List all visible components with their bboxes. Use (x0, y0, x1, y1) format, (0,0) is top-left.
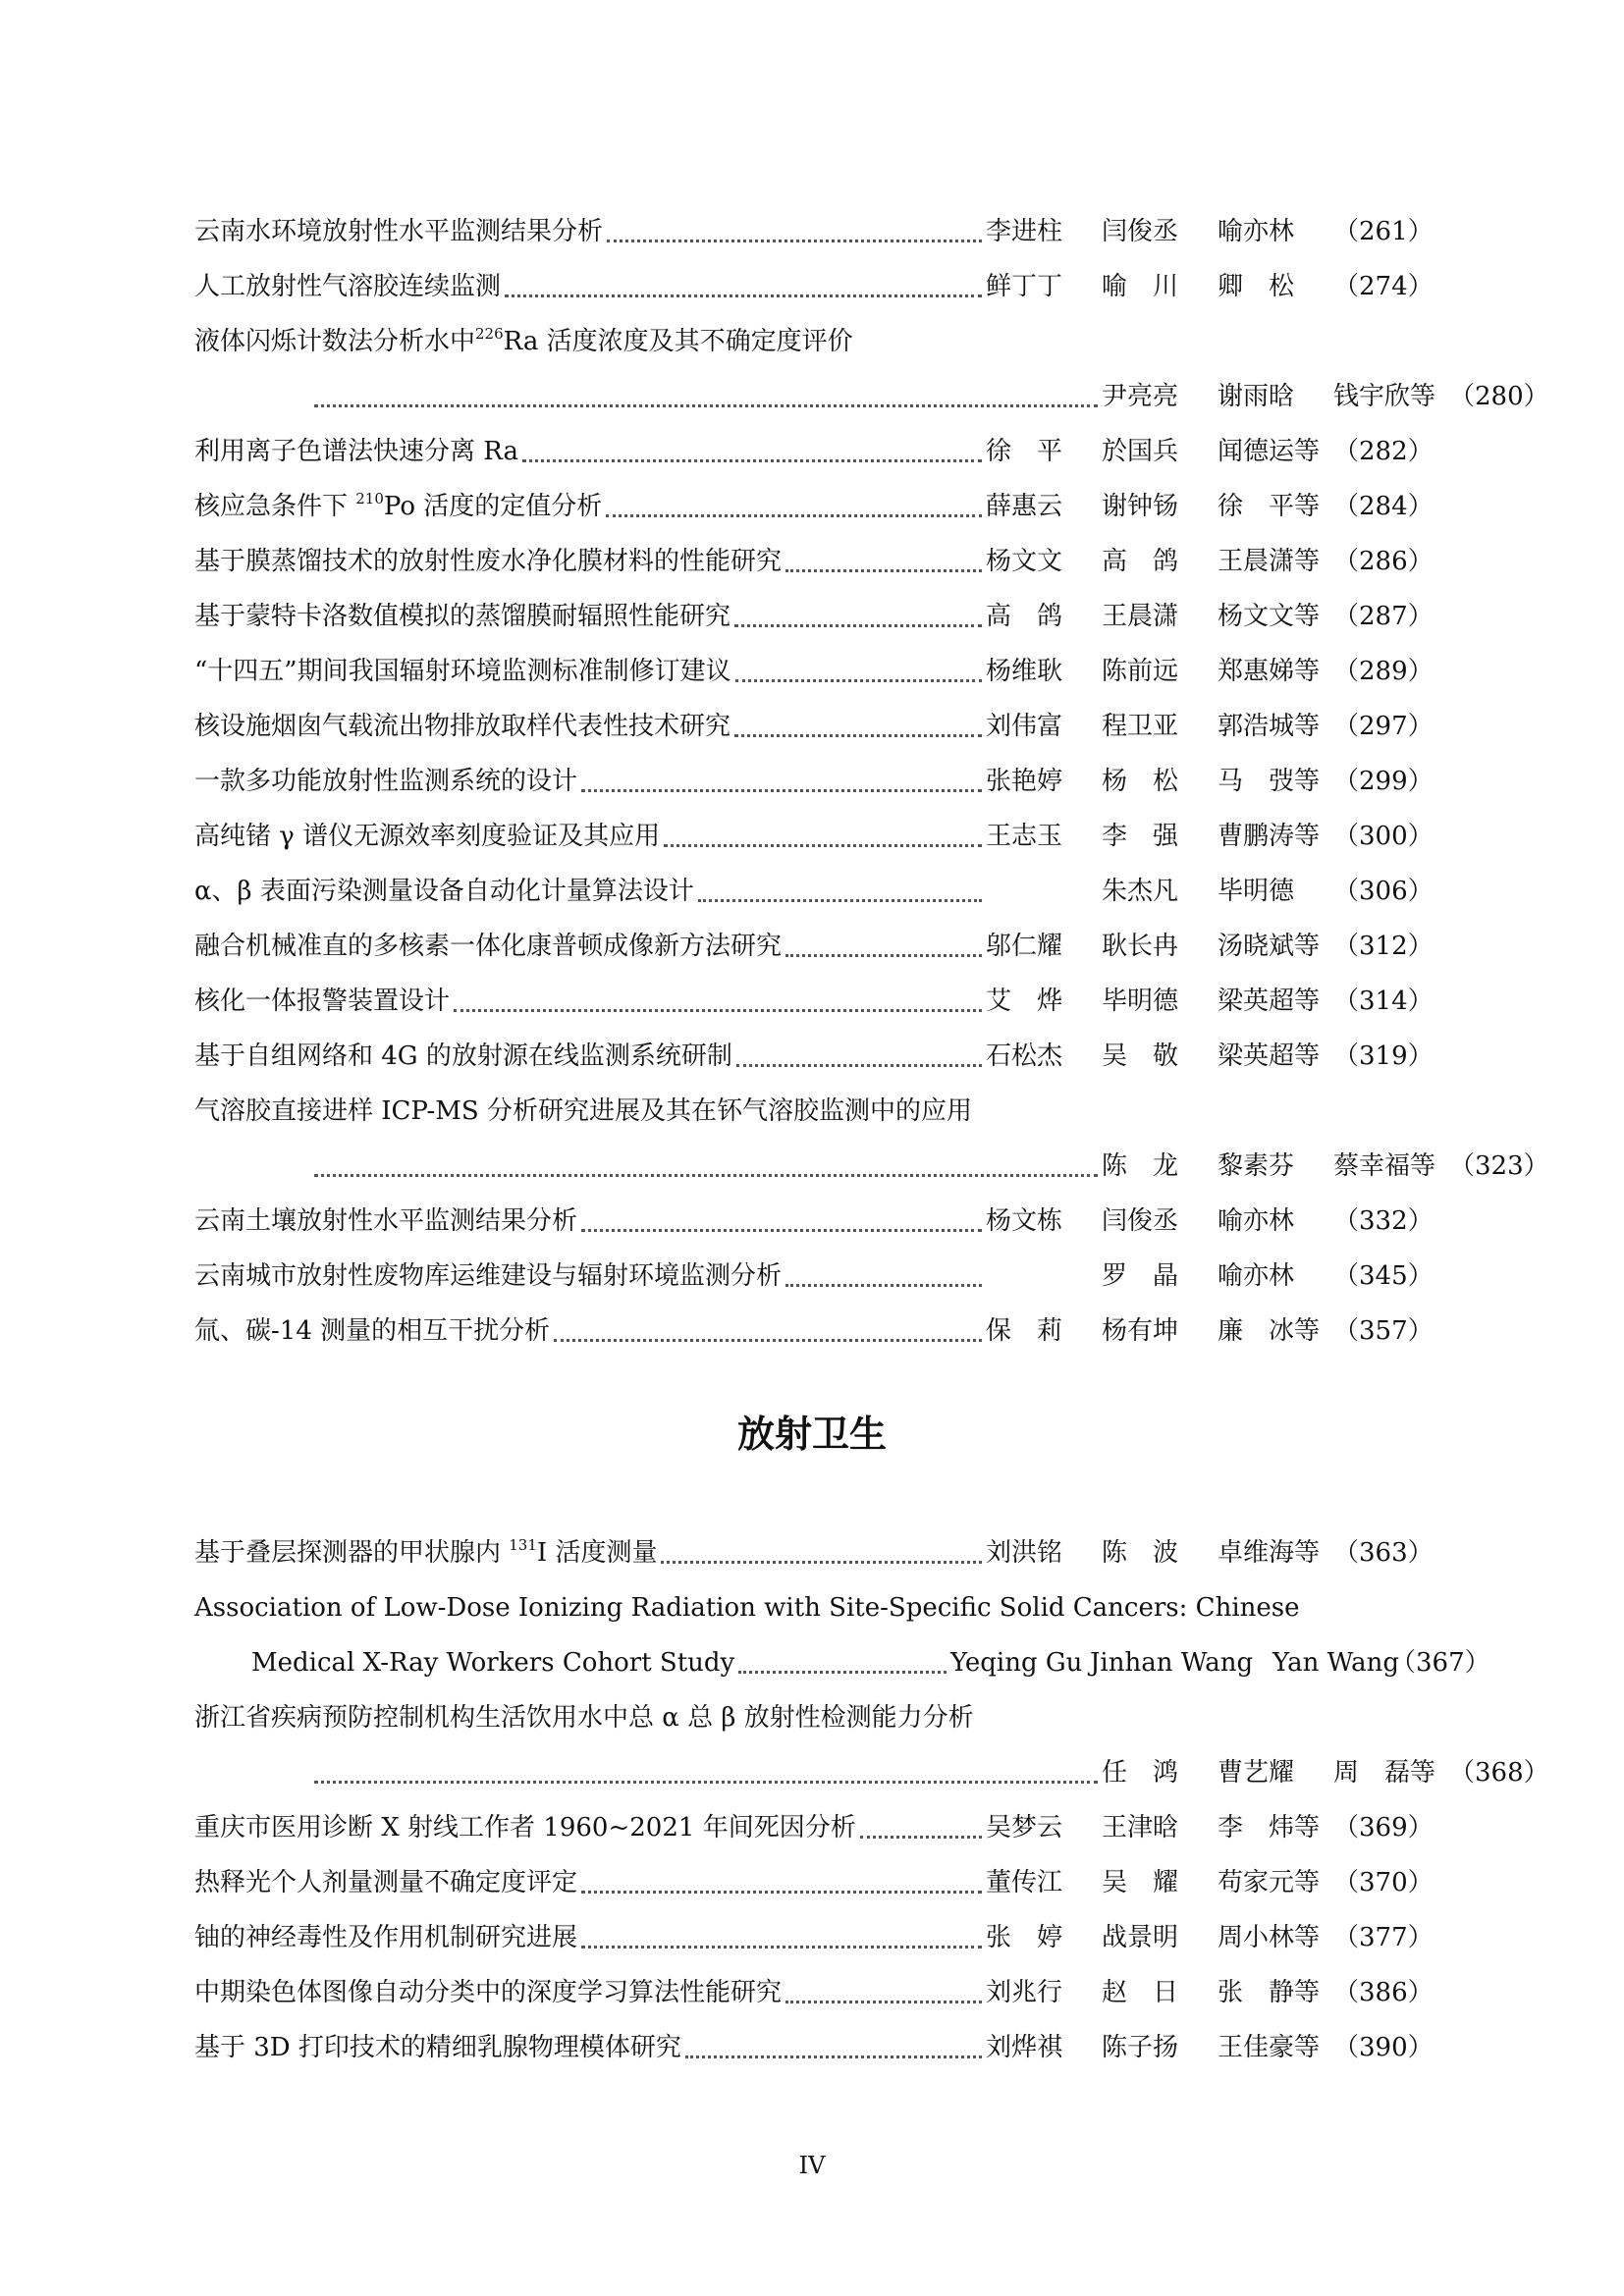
entry-page: （300） (1333, 822, 1434, 851)
toc-entry[interactable] (194, 2024, 1432, 2067)
toc-entry[interactable] (194, 703, 1432, 746)
entry-authors: Yeqing Gu Jinhan Wang Yan Wang (950, 1648, 1400, 1678)
entry-authors: 石松杰 吴 敬 梁英超等 (986, 1041, 1321, 1071)
entry-authors: 保 莉 杨有坤 廉 冰等 (986, 1316, 1321, 1346)
entry-page: （377） (1333, 1923, 1434, 1952)
leader-dots (606, 514, 982, 517)
leader-dots (860, 1836, 982, 1839)
toc-entry[interactable] (194, 593, 1432, 636)
entry-authors: 罗 晶 喻亦林 (1102, 1261, 1295, 1291)
toc-entry-continuation[interactable] (194, 1639, 1489, 1682)
entry-authors: 董传江 吴 耀 苟家元等 (986, 1868, 1321, 1897)
entry-authors: 杨文文 高 鸽 王晨潇等 (986, 547, 1321, 576)
toc-entry[interactable] (194, 208, 1432, 251)
toc-entry[interactable] (194, 758, 1432, 801)
entry-page: （390） (1333, 2033, 1434, 2062)
entry-page: （261） (1333, 217, 1434, 246)
entry-page: （306） (1333, 877, 1434, 906)
entry-page: （314） (1333, 987, 1434, 1016)
entry-page: （319） (1333, 1041, 1434, 1071)
entry-page: （332） (1333, 1206, 1434, 1236)
entry-title: Association of Low-Dose Ionizing Radiation with Site-Specific Solid Cancers: Chinese (194, 1593, 1300, 1623)
entry-page: （286） (1333, 547, 1434, 576)
entry-title: α、β 表面污染测量设备自动化计量算法设计 (194, 877, 694, 906)
leader-dots (314, 1781, 1098, 1784)
entry-title: 人工放射性气溶胶连续监测 (194, 272, 502, 301)
entry-page: （284） (1333, 492, 1434, 521)
leader-dots (581, 1229, 982, 1232)
toc-entry[interactable] (194, 1198, 1432, 1241)
entry-authors: 徐 平 於国兵 闻德运等 (986, 437, 1321, 466)
entry-title: 浙江省疾病预防控制机构生活饮用水中总 α 总 β 放射性检测能力分析 (194, 1703, 974, 1733)
entry-page: （370） (1333, 1868, 1434, 1897)
leader-dots (738, 1671, 947, 1674)
entry-title: 基于蒙特卡洛数值模拟的蒸馏膜耐辐照性能研究 (194, 602, 731, 631)
entry-title: 云南水环境放射性水平监测结果分析 (194, 217, 604, 246)
leader-dots (522, 459, 982, 462)
page-number: IV (798, 2152, 826, 2179)
leader-dots (785, 1284, 982, 1287)
leader-dots (664, 844, 982, 847)
entry-page: （363） (1333, 1538, 1434, 1568)
entry-title: 核化一体报警装置设计 (194, 987, 451, 1016)
entry-title: 核应急条件下 $^{210}$Po 活度的定值分析 (194, 490, 603, 521)
toc-entry[interactable] (194, 648, 1432, 691)
toc-entry[interactable] (194, 1308, 1432, 1351)
leader-dots (735, 679, 982, 682)
leader-dots (505, 294, 982, 297)
leader-dots (581, 789, 982, 792)
entry-page: （367） (1390, 1648, 1490, 1678)
toc-entry[interactable] (194, 538, 1432, 581)
entry-authors: 张艳婷 杨 松 马 弢等 (986, 767, 1321, 796)
entry-title: 氚、碳-14 测量的相互干扰分析 (194, 1316, 551, 1346)
toc-entry[interactable] (194, 1969, 1432, 2012)
toc-entry-continuation[interactable] (194, 373, 1547, 416)
entry-page: （345） (1333, 1261, 1434, 1291)
leader-dots (314, 1174, 1098, 1177)
entry-authors: 邬仁耀 耿长冉 汤晓斌等 (986, 932, 1321, 961)
entry-page: （369） (1333, 1813, 1434, 1842)
entry-page: （357） (1333, 1316, 1434, 1346)
entry-authors: 尹亮亮 谢雨晗 钱宇欣等 (1102, 382, 1436, 411)
toc-entry[interactable] (194, 1804, 1432, 1847)
toc-entry[interactable] (194, 868, 1432, 911)
toc-entry[interactable] (194, 813, 1432, 856)
entry-title: 基于膜蒸馏技术的放射性废水净化膜材料的性能研究 (194, 547, 783, 576)
entry-title: 云南土壤放射性水平监测结果分析 (194, 1206, 578, 1236)
leader-dots (734, 624, 982, 627)
entry-authors: 刘烨祺 陈子扬 王佳豪等 (986, 2033, 1321, 2062)
entry-authors: 鲜丁丁 喻 川 卿 松 (986, 272, 1295, 301)
entry-page: （323） (1449, 1151, 1549, 1181)
leader-dots (607, 240, 982, 242)
leader-dots (661, 1561, 982, 1564)
entry-title: 热释光个人剂量测量不确定度评定 (194, 1868, 578, 1897)
leader-dots (314, 404, 1098, 407)
entry-authors: 王志玉 李 强 曹鹏涛等 (986, 822, 1321, 851)
entry-page: （299） (1333, 767, 1434, 796)
leader-dots (785, 954, 982, 957)
entry-title: 核设施烟囱气载流出物排放取样代表性技术研究 (194, 712, 731, 741)
entry-page: （287） (1333, 602, 1434, 631)
entry-authors: 高 鸽 王晨潇 杨文文等 (986, 602, 1321, 631)
toc-entry[interactable] (194, 1253, 1432, 1296)
entry-title-continued: Medical X-Ray Workers Cohort Study (251, 1648, 735, 1678)
entry-title: 高纯锗 γ 谱仪无源效率刻度验证及其应用 (194, 822, 661, 851)
leader-dots (785, 2001, 982, 2003)
entry-title: 重庆市医用诊断 X 射线工作者 1960~2021 年间死因分析 (194, 1813, 856, 1842)
entry-page: （368） (1449, 1758, 1549, 1788)
entry-authors: 朱杰凡 毕明德 (1102, 877, 1295, 906)
leader-dots (698, 899, 982, 902)
toc-entry[interactable] (194, 263, 1432, 306)
leader-dots (454, 1009, 982, 1012)
toc-entry[interactable] (194, 1914, 1432, 1957)
leader-dots (581, 1891, 982, 1894)
entry-page: （280） (1449, 382, 1549, 411)
toc-entry[interactable] (194, 1033, 1432, 1076)
entry-authors: 张 婷 战景明 周小林等 (986, 1923, 1321, 1952)
leader-dots (736, 1064, 982, 1067)
entry-authors: 刘兆行 赵 日 张 静等 (986, 1978, 1321, 2007)
entry-page: （274） (1333, 272, 1434, 301)
entry-authors: 薛惠云 谢钟钖 徐 平等 (986, 492, 1321, 521)
toc-entry[interactable] (194, 1529, 1432, 1573)
entry-title: 融合机械准直的多核素一体化康普顿成像新方法研究 (194, 932, 783, 961)
toc-entry-title-line[interactable] (194, 1584, 1432, 1628)
toc-entry[interactable] (194, 428, 1432, 471)
entry-title: 基于自组网络和 4G 的放射源在线监测系统研制 (194, 1041, 732, 1071)
entry-authors: 杨文栋 闫俊丞 喻亦林 (986, 1206, 1295, 1236)
toc-entry-continuation[interactable] (194, 1749, 1547, 1792)
entry-page: （386） (1333, 1978, 1434, 2007)
entry-page: （282） (1333, 437, 1434, 466)
toc-entry[interactable] (194, 1859, 1432, 1902)
entry-title: 铀的神经毒性及作用机制研究进展 (194, 1923, 578, 1952)
toc-entry[interactable] (194, 978, 1432, 1021)
toc-entry[interactable] (194, 923, 1432, 966)
entry-page: （289） (1333, 657, 1434, 686)
entry-authors: 刘伟富 程卫亚 郭浩城等 (986, 712, 1321, 741)
leader-dots (685, 2056, 982, 2058)
entry-authors: 艾 烨 毕明德 梁英超等 (986, 987, 1321, 1016)
entry-title: 一款多功能放射性监测系统的设计 (194, 767, 578, 796)
entry-authors: 刘洪铭 陈 波 卓维海等 (986, 1538, 1321, 1568)
entry-title: 基于叠层探测器的甲状腺内 $^{131}$I 活度测量 (194, 1536, 658, 1568)
entry-title: 云南城市放射性废物库运维建设与辐射环境监测分析 (194, 1261, 783, 1291)
toc-entry-title-line[interactable] (194, 1694, 1432, 1737)
entry-authors: 杨维耿 陈前远 郑惠娣等 (986, 657, 1321, 686)
entry-authors: 李进柱 闫俊丞 喻亦林 (986, 217, 1295, 246)
entry-title: 气溶胶直接进样 ICP-MS 分析研究进展及其在钚气溶胶监测中的应用 (194, 1096, 972, 1126)
leader-dots (785, 569, 982, 572)
leader-dots (581, 1946, 982, 1949)
entry-page: （312） (1333, 932, 1434, 961)
entry-title: “十四五”期间我国辐射环境监测标准制修订建议 (194, 657, 731, 686)
entry-authors: 吴梦云 王津晗 李 炜等 (986, 1813, 1321, 1842)
entry-title: 中期染色体图像自动分类中的深度学习算法性能研究 (194, 1978, 783, 2007)
entry-title: 基于 3D 打印技术的精细乳腺物理模体研究 (194, 2033, 681, 2062)
leader-dots (554, 1339, 982, 1342)
entry-page: （297） (1333, 712, 1434, 741)
entry-title: 利用离子色谱法快速分离 Ra (194, 437, 518, 466)
toc-entry-title-line[interactable] (194, 1088, 1432, 1131)
toc-entry-continuation[interactable] (194, 1143, 1547, 1186)
entry-authors: 任 鸿 曹艺耀 周 磊等 (1102, 1758, 1436, 1788)
entry-authors: 陈 龙 黎素芬 蔡幸福等 (1102, 1151, 1436, 1181)
toc-entry-title-line[interactable] (194, 318, 1432, 361)
entry-title: 液体闪烁计数法分析水中$^{226}$Ra 活度浓度及其不确定度评价 (194, 325, 853, 356)
leader-dots (734, 734, 982, 737)
section-title: 放射卫生 (736, 1413, 887, 1456)
toc-entry[interactable] (194, 483, 1432, 526)
